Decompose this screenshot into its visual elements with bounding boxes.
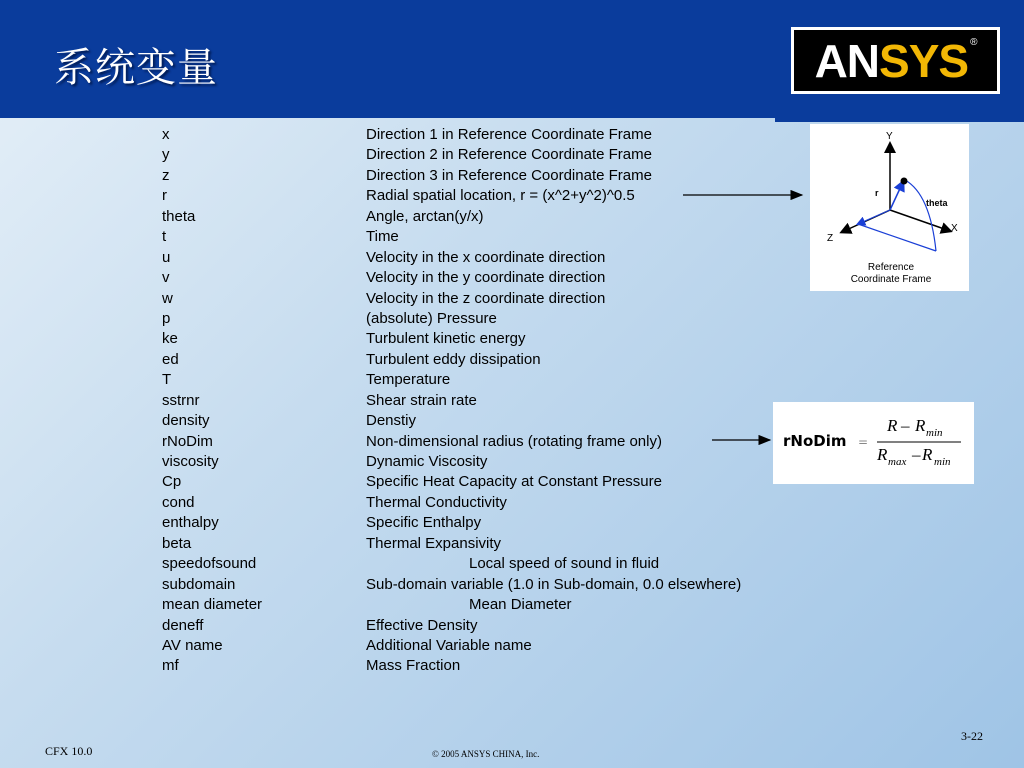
coordinate-frame-figure [810, 124, 969, 291]
figure-caption-line1: Reference [867, 262, 915, 273]
variable-description: Velocity in the x coordinate direction [366, 248, 606, 266]
formula-equals: = [858, 435, 869, 449]
variable-name: enthalpy [162, 514, 219, 532]
variable-description: Effective Density [366, 616, 478, 634]
variable-name: w [162, 289, 173, 307]
variable-description: Velocity in the y coordinate direction [366, 269, 606, 287]
variable-description: Time [366, 228, 399, 246]
logo-text-an: AN [814, 34, 880, 87]
variable-description: Thermal Expansivity [366, 534, 502, 552]
variable-name: x [162, 126, 170, 143]
numerator-rmin: R [915, 416, 926, 435]
numerator-minus: – [901, 416, 910, 435]
variable-description: Angle, arctan(y/x) [366, 207, 484, 225]
variable-description: Mass Fraction [366, 657, 461, 675]
variable-description: Local speed of sound in fluid [469, 555, 660, 573]
denominator-rmax: R [877, 445, 888, 464]
variable-name: Cp [162, 473, 182, 491]
axis-label-y: Y [886, 131, 893, 142]
variable-name: density [162, 412, 210, 430]
variable-name: ke [162, 330, 178, 348]
variable-name: T [162, 371, 172, 389]
theta-arc [905, 180, 936, 251]
variable-description: Sub-domain variable (1.0 in Sub-domain, 0.0 elsewhere) [366, 575, 742, 593]
variable-description: Direction 1 in Reference Coordinate Frame [366, 126, 652, 143]
axis-label-x: X [951, 223, 958, 234]
coordinate-frame-diagram [810, 124, 969, 291]
variable-description: Thermal Conductivity [366, 493, 507, 511]
rnodim-formula [773, 402, 974, 484]
variable-description: Additional Variable name [366, 636, 532, 654]
variable-name: r [162, 187, 167, 205]
variable-name: cond [162, 493, 195, 511]
point-marker [901, 178, 908, 185]
variable-description: Turbulent kinetic energy [366, 330, 526, 348]
variable-name: theta [162, 207, 196, 225]
variable-description: Direction 3 in Reference Coordinate Frame [366, 166, 652, 184]
variable-description: (absolute) Pressure [366, 309, 497, 327]
variable-description: Shear strain rate [366, 391, 477, 409]
variable-name: y [162, 146, 170, 164]
base-projection-line [858, 224, 936, 251]
variable-description: Velocity in the z coordinate direction [366, 289, 606, 307]
label-theta: theta [926, 198, 948, 208]
variable-description: Radial spatial location, r = (x^2+y^2)^0.5 [366, 187, 635, 205]
variable-name: viscosity [162, 453, 219, 470]
variable-name: subdomain [162, 575, 236, 593]
variable-name: mean diameter [162, 596, 263, 614]
variable-description: Specific Heat Capacity at Constant Pressure [366, 473, 662, 491]
formula-lhs: rNoDim [783, 432, 847, 450]
variable-name: beta [162, 534, 192, 552]
variable-description: Mean Diameter [469, 596, 572, 614]
variable-description: Direction 2 in Reference Coordinate Frame [366, 146, 652, 164]
numerator-r: R [887, 416, 898, 435]
denominator-minus: – [912, 445, 921, 464]
variable-name: ed [162, 350, 179, 368]
variable-name: sstrnr [162, 391, 200, 409]
variable-description: Denstiy [366, 412, 417, 430]
x-axis [890, 210, 950, 231]
variable-name: u [162, 248, 171, 266]
variable-description: Dynamic Viscosity [366, 453, 488, 470]
ansys-logo [791, 27, 1000, 94]
axis-label-z: Z [827, 233, 834, 244]
variable-description: Specific Enthalpy [366, 514, 482, 532]
variable-description: Turbulent eddy dissipation [366, 350, 541, 368]
variable-name: deneff [162, 616, 204, 634]
variable-name: p [162, 309, 171, 327]
variable-name: rNoDim [162, 432, 213, 450]
logo-text-sys: SYS [879, 34, 969, 87]
variable-description: Temperature [366, 371, 451, 389]
variable-description: Non-dimensional radius (rotating frame only) [366, 432, 662, 450]
variable-name: speedofsound [162, 555, 257, 573]
slide-title: 系统变量 [54, 45, 218, 91]
rnodim-formula-graphic [773, 402, 974, 484]
r-vector [890, 182, 903, 210]
numerator-rmin-sub: min [926, 427, 943, 439]
variable-name: v [162, 269, 170, 287]
denominator-rmin-sub: min [934, 456, 951, 468]
denominator-rmax-sub: max [888, 456, 907, 468]
z-projection-line [858, 210, 890, 224]
label-r: r [875, 188, 879, 198]
footer-copyright: © 2005 ANSYS CHINA, Inc. [432, 749, 540, 759]
denominator-rmin: R [922, 445, 933, 464]
footer-product: CFX 10.0 [45, 744, 93, 758]
figure-caption-line2: Coordinate Frame [850, 274, 932, 285]
variable-name: t [162, 228, 167, 246]
variable-name: mf [162, 657, 179, 675]
logo-registered-mark: ® [970, 36, 977, 48]
variable-name: z [162, 166, 170, 184]
page-number: 3-22 [961, 729, 983, 743]
variable-name: AV name [162, 636, 223, 654]
